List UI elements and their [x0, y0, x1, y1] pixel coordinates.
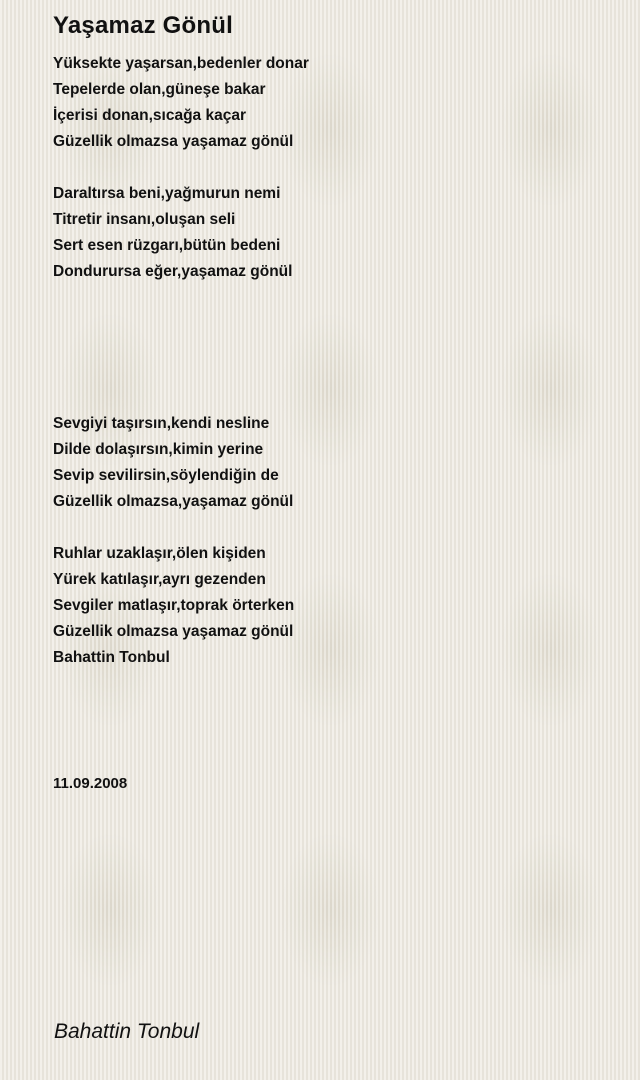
poem-date: 11.09.2008: [53, 775, 128, 792]
poem-line: Sert esen rüzgarı,bütün bedeni: [53, 237, 281, 254]
poem-line: Güzellik olmazsa yaşamaz gönül: [53, 133, 294, 150]
poem-line: Tepelerde olan,güneşe bakar: [53, 81, 266, 98]
poem-line: Titretir insanı,oluşan seli: [53, 211, 236, 228]
poem-line: Sevgiler matlaşır,toprak örterken: [53, 597, 295, 614]
poem-line: Daraltırsa beni,yağmurun nemi: [53, 185, 281, 202]
poem-title: Yaşamaz Gönül: [53, 12, 233, 39]
poem-line: Yüksekte yaşarsan,bedenler donar: [53, 55, 309, 72]
poem-line: İçerisi donan,sıcağa kaçar: [53, 107, 246, 124]
poem-line: Dondurursa eğer,yaşamaz gönül: [53, 263, 293, 280]
stanza-2: [53, 181, 292, 285]
poem-line: Sevip sevilirsin,söylendiğin de: [53, 467, 279, 484]
poem-line: Güzellik olmazsa yaşamaz gönül: [53, 623, 294, 640]
poem-line: Dilde dolaşırsın,kimin yerine: [53, 441, 264, 458]
poem-line: Sevgiyi taşırsın,kendi nesline: [53, 415, 270, 432]
poem-line: Yürek katılaşır,ayrı gezenden: [53, 571, 266, 588]
poem-line: Güzellik olmazsa,yaşamaz gönül: [53, 493, 294, 510]
author-signature: Bahattin Tonbul: [54, 1020, 200, 1043]
stanza-4: [53, 541, 294, 671]
stanza-1: [53, 51, 309, 155]
poem-line: Ruhlar uzaklaşır,ölen kişiden: [53, 545, 266, 562]
stanza-3: [53, 411, 293, 515]
poem-author-line: Bahattin Tonbul: [53, 649, 170, 666]
